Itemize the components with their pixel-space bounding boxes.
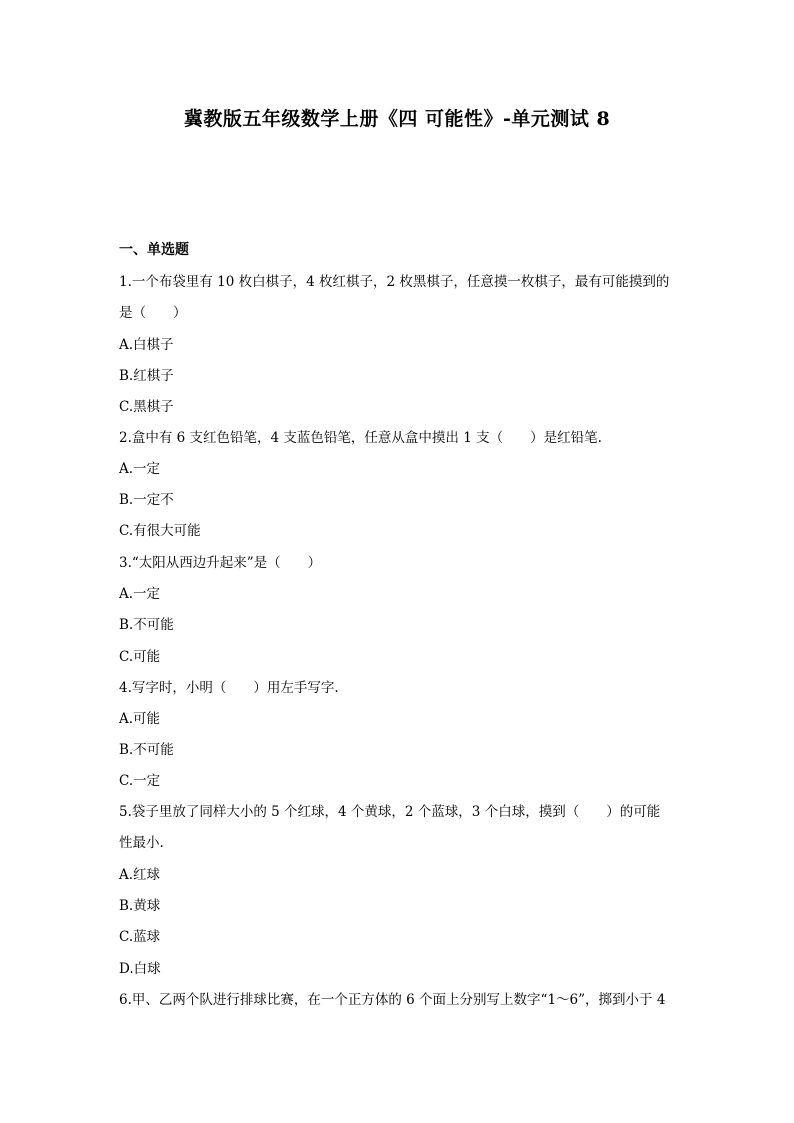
option-a: A.白棋子 (119, 337, 174, 353)
document-title: 冀教版五年级数学上册《四 可能性》-单元测试 8 (183, 108, 611, 130)
question-3-text: 3.“太阳从西边升起来”是（ ） (119, 555, 322, 571)
option-b: B.黄球 (119, 898, 161, 914)
question-4-text: 4.写字时，小明（ ）用左手写字. (119, 680, 339, 696)
option-c: C.可能 (119, 649, 161, 665)
question-1-text-cont: 是（ ） (119, 305, 187, 321)
question-6-text: 6.甲、乙两个队进行排球比赛，在一个正方体的 6 个面上分别写上数字“1～6”，掷到小于 4 (119, 992, 666, 1008)
option-b: B.不可能 (119, 742, 174, 758)
option-c: C.蓝球 (119, 929, 161, 945)
option-b: B.红棋子 (119, 368, 174, 384)
option-a: A.一定 (119, 461, 161, 477)
question-1-text: 1.一个布袋里有 10 枚白棋子，4 枚红棋子，2 枚黑棋子，任意摸一枚棋子，最有可能摸到的 (119, 274, 670, 290)
option-c: C.黑棋子 (119, 399, 174, 415)
section-heading: 一、单选题 (119, 242, 189, 258)
option-c: C.一定 (119, 773, 161, 789)
option-c: C.有很大可能 (119, 523, 201, 539)
question-2-text: 2.盒中有 6 支红色铅笔，4 支蓝色铅笔，任意从盒中摸出 1 支（ ）是红铅笔. (119, 430, 602, 446)
option-b: B.不可能 (119, 617, 174, 633)
option-b: B.一定不 (119, 492, 174, 508)
option-a: A.一定 (119, 586, 161, 602)
option-d: D.白球 (119, 961, 161, 977)
option-a: A.红球 (119, 867, 161, 883)
question-5-text: 5.袋子里放了同样大小的 5 个红球，4 个黄球，2 个蓝球，3 个白球，摸到（ ）的可能 (119, 804, 661, 820)
option-a: A.可能 (119, 711, 161, 727)
question-5-text-cont: 性最小. (119, 835, 164, 851)
